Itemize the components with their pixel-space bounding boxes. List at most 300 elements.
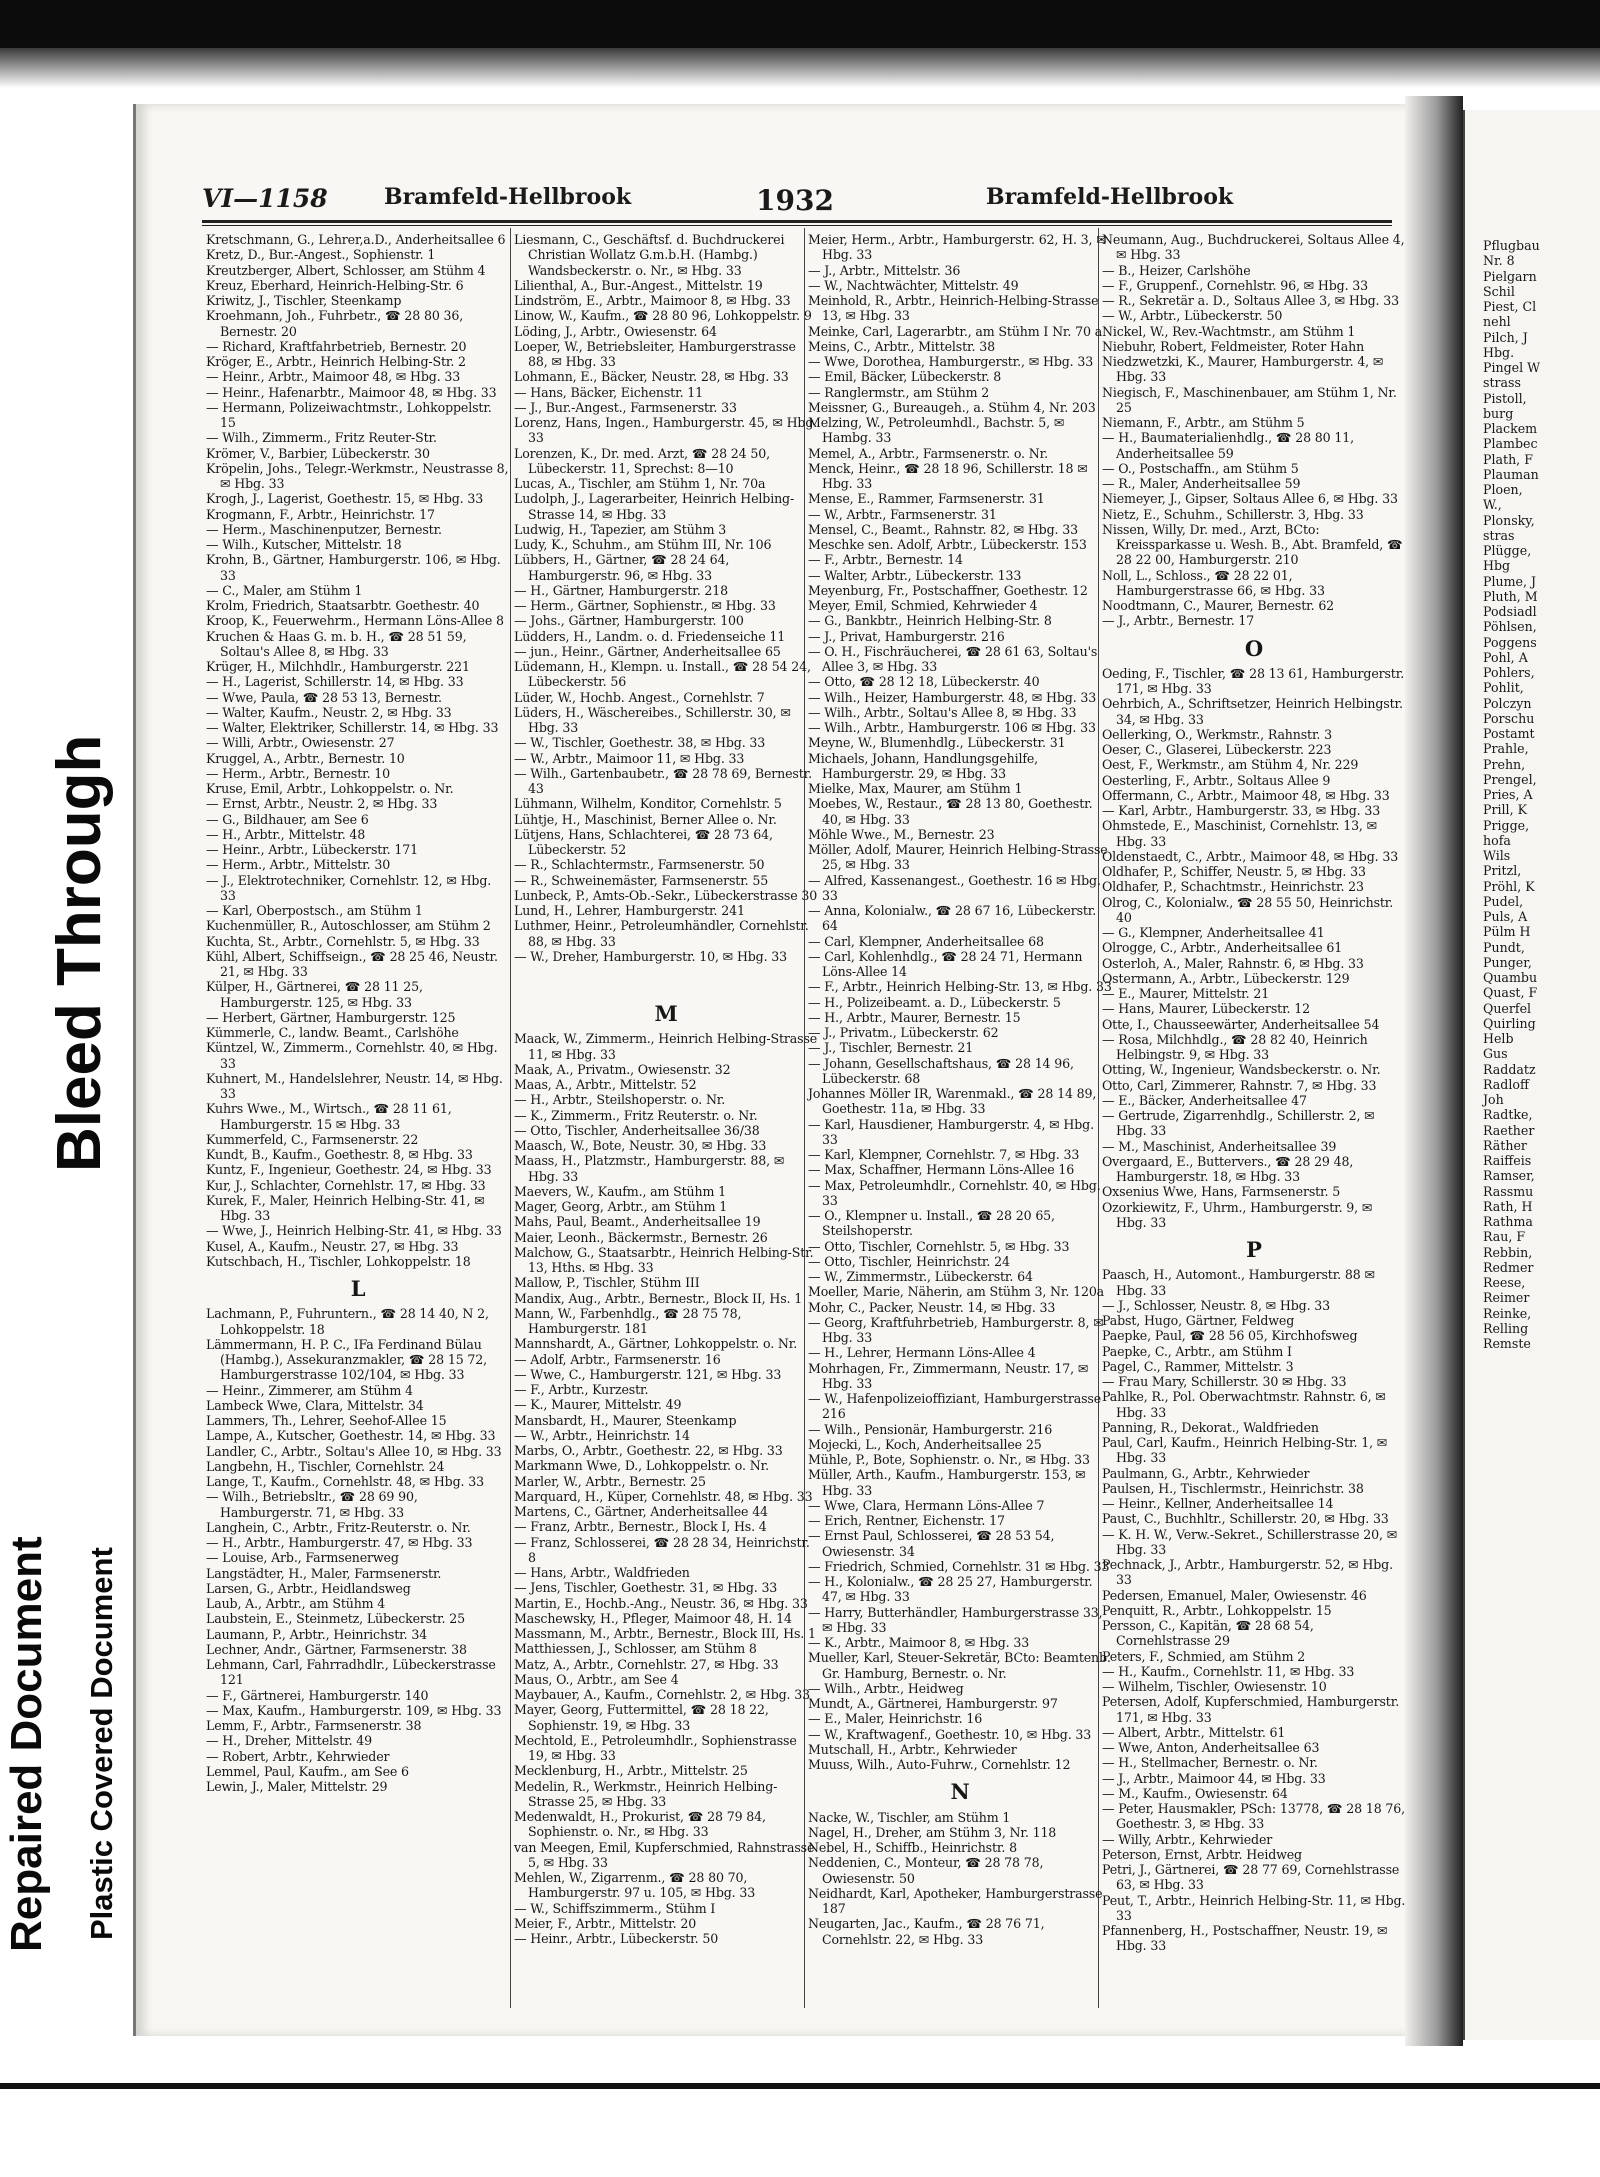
directory-entry: Oeser, C., Glaserei, Lübeckerstr. 223 (1102, 742, 1332, 757)
facing-page-entry: Redmer (1483, 1259, 1534, 1275)
directory-entry: — M., Kaufm., Owiesenstr. 64 (1102, 1785, 1288, 1801)
directory-entry: Otto, Carl, Zimmerer, Rahnstr. 7, ✉ Hbg. 33 (1102, 1077, 1377, 1093)
directory-entry: Peut, T., Arbtr., Heinrich Helbing-Str. 11, ✉ Hbg. 33 (1102, 1892, 1406, 1923)
directory-entry: — Wilh., Arbtr., Soltau's Allee 8, ✉ Hbg. 33 (808, 704, 1077, 720)
directory-entry: — Heinr., Arbtr., Lübeckerstr. 171 (206, 842, 418, 857)
section-letter: M (654, 1001, 678, 1026)
directory-entry: — R., Schweinemäster, Farmsenerstr. 55 (514, 872, 769, 888)
directory-entry: Lemmel, Paul, Kaufm., am See 6 (206, 1763, 409, 1779)
facing-page-entry: Pohlers, (1483, 665, 1535, 680)
directory-entry: Medenwaldt, H., Prokurist, ☎ 28 79 84, Sophienstr. o. Nr., ✉ Hbg. 33 (514, 1809, 766, 1840)
facing-page-entry: Raiffeis (1483, 1153, 1532, 1168)
directory-entry: — Carl, Kohlenhdlg., ☎ 28 24 71, Hermann Löns-Allee 14 (808, 948, 1083, 979)
label-bleed-through: Bleed Through (45, 734, 114, 1172)
facing-page-entry: Rath, H (1483, 1198, 1533, 1214)
directory-entry: Otte, I., Chausseewärter, Anderheitsallee 54 (1102, 1016, 1380, 1032)
directory-entry: — Anna, Kolonialw., ☎ 28 67 16, Lübeckerstr. 64 (808, 903, 1097, 934)
directory-entry: Maus, O., Arbtr., am See 4 (514, 1671, 679, 1687)
directory-entry: Lange, T., Kaufm., Cornehlstr. 48, ✉ Hbg. 33 (206, 1474, 484, 1489)
directory-entry: — Heinr., Hafenarbtr., Maimoor 48, ✉ Hbg. 33 (206, 384, 497, 400)
directory-entry: Loeper, W., Betriebsleiter, Hamburgerstrasse 88, ✉ Hbg. 33 (514, 338, 796, 369)
directory-entry: — Wwe, Anton, Anderheitsallee 63 (1102, 1740, 1320, 1755)
directory-entry: Krogh, J., Lagerist, Goethestr. 15, ✉ Hbg. 33 (206, 491, 484, 507)
directory-entry: Krüger, H., Milchhdlr., Hamburgerstr. 221 (206, 659, 470, 674)
page-year: 1932 (756, 184, 834, 217)
directory-entry: Lübbers, H., Gärtner, ☎ 28 24 64, Hamburgerstr. 96, ✉ Hbg. 33 (514, 552, 730, 583)
directory-entry: Kruse, Emil, Arbtr., Lohkoppelstr. o. Nr. (206, 781, 454, 796)
directory-entry: Mansbardt, H., Maurer, Steenkamp (514, 1412, 737, 1428)
directory-entry: Kusel, A., Kaufm., Neustr. 27, ✉ Hbg. 33 (206, 1238, 459, 1254)
directory-entry: Matz, A., Arbtr., Cornehlstr. 27, ✉ Hbg. 33 (514, 1656, 779, 1672)
facing-page-entry: Reinke, (1483, 1305, 1532, 1321)
directory-entry: — J., Arbtr., Bernestr. 17 (1102, 613, 1255, 629)
directory-entry: — O., Postschaffn., am Stühm 5 (1102, 460, 1299, 476)
directory-entry: — W., Schiffszimmerm., Stühm I (514, 1900, 716, 1916)
directory-entry: Kuchenmüller, R., Autoschlosser, am Stühm 2 (206, 918, 491, 934)
directory-entry: Kummerfeld, C., Farmsenerstr. 22 (206, 1131, 419, 1147)
facing-page-entry: Joh (1483, 1092, 1504, 1107)
directory-entry: Meins, C., Arbtr., Mittelstr. 38 (808, 338, 995, 354)
directory-entry: Mayer, Georg, Futtermittel, ☎ 28 18 22, Sophienstr. 19, ✉ Hbg. 33 (514, 1702, 769, 1733)
directory-entry: Nagel, H., Dreher, am Stühm 3, Nr. 118 (808, 1824, 1057, 1840)
directory-entry: Lechner, Andr., Gärtner, Farmsenerstr. 38 (206, 1641, 467, 1657)
directory-entry: Mohr, C., Packer, Neustr. 14, ✉ Hbg. 33 (808, 1299, 1056, 1315)
directory-entry: Langstädter, H., Maler, Farmsenerstr. (206, 1565, 442, 1581)
directory-entry: — Ernst, Arbtr., Neustr. 2, ✉ Hbg. 33 (206, 796, 438, 812)
directory-entry: — E., Bäcker, Anderheitsallee 47 (1102, 1092, 1307, 1108)
directory-entry: Lüdders, H., Landm. o. d. Friedenseiche 11 (514, 628, 786, 644)
facing-page-entry: Plonsky, (1483, 512, 1535, 528)
column-2 (514, 232, 818, 1946)
directory-entry: — C., Maler, am Stühm 1 (206, 582, 363, 598)
directory-entry: Kuchta, St., Arbtr., Cornehlstr. 5, ✉ Hbg. 33 (206, 933, 480, 949)
directory-entry: Lüdemann, H., Klempn. u. Install., ☎ 28 54 24, Lübeckerstr. 56 (514, 659, 811, 690)
directory-entry: Mueller, Karl, Steuer-Sekretär, BCto: Beamtenb. Gr. Hamburg, Bernestr. o. Nr. (808, 1650, 1111, 1681)
directory-entry: — Rosa, Milchhdlg., ☎ 28 82 40, Heinrich Helbingstr. 9, ✉ Hbg. 33 (1102, 1031, 1368, 1062)
page-number: VI—1158 (202, 184, 328, 213)
directory-entry: — J., Arbtr., Mittelstr. 36 (808, 262, 961, 278)
facing-page-entry: Porschu (1483, 710, 1535, 726)
facing-page-entry: Plauman (1483, 466, 1539, 482)
directory-entry: Peterson, Ernst, Arbtr. Heidweg (1102, 1846, 1302, 1862)
directory-entry: Lüder, W., Hochb. Angest., Cornehlstr. 7 (514, 689, 765, 705)
directory-entry: Menck, Heinr., ☎ 28 18 96, Schillerstr. 18 ✉ Hbg. 33 (808, 460, 1088, 491)
entry-list (206, 1306, 510, 1794)
directory-entry: — H., Kaufm., Cornehlstr. 11, ✉ Hbg. 33 (1102, 1663, 1355, 1679)
facing-page-entry: Piest, Cl (1483, 299, 1537, 314)
facing-page-entry: Pries, A (1483, 787, 1533, 802)
directory-entry: — F., Arbtr., Heinrich Helbing-Str. 13, ✉ Hbg. 33 (808, 979, 1112, 995)
directory-entry: — Walter, Elektriker, Schillerstr. 14, ✉ Hbg. 33 (206, 720, 499, 735)
directory-entry: Osterloh, A., Maler, Rahnstr. 6, ✉ Hbg. 33 (1102, 955, 1364, 971)
entry-list (1102, 666, 1406, 1230)
facing-page-entry: Podsiadl (1483, 604, 1537, 619)
directory-entry: — Willy, Arbtr., Kehrwieder (1102, 1831, 1273, 1847)
directory-entry: Mehlen, W., Zigarrenm., ☎ 28 80 70, Hamburgerstr. 97 u. 105, ✉ Hbg. 33 (514, 1870, 756, 1901)
directory-entry: — Alfred, Kassenangest., Goethestr. 16 ✉ Hbg. 33 (808, 872, 1101, 903)
directory-entry: — Wwe, J., Heinrich Helbing-Str. 41, ✉ Hbg. 33 (206, 1223, 502, 1239)
directory-entry: Larsen, G., Arbtr., Heidlandsweg (206, 1580, 411, 1596)
directory-entry: — Ernst Paul, Schlosserei, ☎ 28 53 54, Owiesenstr. 34 (808, 1528, 1055, 1559)
directory-entry: Kuhrs Wwe., M., Wirtsch., ☎ 28 11 61, Hamburgerstr. 15 ✉ Hbg. 33 (206, 1101, 452, 1132)
directory-entry: — Ranglermstr., am Stühm 2 (808, 384, 990, 400)
directory-entry: — E., Maler, Heinrichstr. 16 (808, 1711, 983, 1727)
directory-entry: — Wwe, Dorothea, Hamburgerstr., ✉ Hbg. 33 (808, 354, 1094, 369)
directory-entry: Kröpelin, Johs., Telegr.-Werkmstr., Neustrasse 8, ✉ Hbg. 33 (206, 460, 509, 491)
directory-entry: Langhein, C., Arbtr., Fritz-Reuterstr. o. Nr. (206, 1519, 471, 1535)
directory-entry: Pahlke, R., Pol. Oberwachtmstr. Rahnstr. 6, ✉ Hbg. 33 (1102, 1389, 1386, 1420)
directory-entry: — Gertrude, Zigarrenhdlg., Schillerstr. 2, ✉ Hbg. 33 (1102, 1108, 1375, 1139)
directory-entry: Olrogge, C., Arbtr., Anderheitsallee 61 (1102, 940, 1343, 956)
facing-page-entry: Plambec (1483, 436, 1538, 452)
facing-page-entry: W., (1483, 497, 1502, 513)
facing-page-entries (1483, 238, 1600, 1351)
directory-entry: Nacke, W., Tischler, am Stühm 1 (808, 1809, 1011, 1825)
directory-entry: — H., Arbtr., Steilshoperstr. o. Nr. (514, 1092, 726, 1108)
facing-page-entry: Prahle, (1483, 741, 1529, 757)
directory-entry: Paust, C., Buchhltr., Schillerstr. 20, ✉ Hbg. 33 (1102, 1511, 1389, 1527)
directory-entry: van Meegen, Emil, Kupferschmied, Rahnstrasse 5, ✉ Hbg. 33 (514, 1839, 815, 1870)
facing-page-entry: Prehn, (1483, 756, 1526, 772)
directory-entry: Maas, A., Arbtr., Mittelstr. 52 (514, 1077, 697, 1092)
directory-entry: Laubstein, E., Steinmetz, Lübeckerstr. 25 (206, 1611, 465, 1627)
directory-entry: — Willi, Arbtr., Owiesenstr. 27 (206, 735, 395, 751)
facing-page-entry: Prigge, (1483, 817, 1530, 833)
directory-entry: Mallow, P., Tischler, Stühm III (514, 1275, 700, 1291)
directory-entry: Krohn, B., Gärtner, Hamburgerstr. 106, ✉ Hbg. 33 (206, 552, 501, 583)
directory-entry: Maybauer, A., Kaufm., Cornehlstr. 2, ✉ Hbg. 33 (514, 1687, 810, 1702)
directory-entry: — H., Lagerist, Schillerstr. 14, ✉ Hbg. 33 (206, 674, 464, 690)
directory-entry: Luthmer, Heinr., Petroleumhändler, Cornehlstr. 88, ✉ Hbg. 33 (514, 918, 809, 949)
directory-entry: Meier, Herm., Arbtr., Hamburgerstr. 62, H. 3, ✉ Hbg. 33 (808, 232, 1107, 263)
directory-entry: Neumann, Aug., Buchdruckerei, Soltaus Allee 4, ✉ Hbg. 33 (1102, 232, 1405, 263)
directory-entry: Oldenstaedt, C., Arbtr., Maimoor 48, ✉ Hbg. 33 (1102, 848, 1399, 864)
directory-entry: — J., Elektrotechniker, Cornehlstr. 12, ✉ Hbg. 33 (206, 872, 492, 903)
directory-entry: Marbs, O., Arbtr., Goethestr. 22, ✉ Hbg. 33 (514, 1443, 783, 1458)
directory-entry: — Otto, ☎ 28 12 18, Lübeckerstr. 40 (808, 674, 1040, 690)
facing-page-entry: Postamt (1483, 726, 1535, 741)
directory-entry: Meyne, W., Blumenhdlg., Lübeckerstr. 31 (808, 735, 1066, 751)
running-title-left: Bramfeld-Hellbrook (384, 184, 632, 210)
directory-entry: Möller, Adolf, Maurer, Heinrich Helbing-Strasse 25, ✉ Hbg. 33 (808, 842, 1108, 873)
directory-entry: Mensel, C., Beamt., Rahnstr. 82, ✉ Hbg. 33 (808, 521, 1078, 537)
entry-list (1102, 1267, 1406, 1953)
directory-entry: — F., Gruppenf., Cornehlstr. 96, ✉ Hbg. 33 (1102, 277, 1369, 293)
directory-entry: — F., Arbtr., Kurzestr. (514, 1382, 649, 1397)
directory-entry: — K., Zimmerm., Fritz Reuterstr. o. Nr. (514, 1107, 758, 1123)
directory-entry: Kur, J., Schlachter, Cornehlstr. 17, ✉ Hbg. 33 (206, 1177, 486, 1193)
directory-entry: — H., Arbtr., Mittelstr. 48 (206, 826, 366, 842)
directory-entry: — G., Bildhauer, am See 6 (206, 811, 369, 827)
directory-entry: Paasch, H., Automont., Hamburgerstr. 88 ✉ Hbg. 33 (1102, 1267, 1375, 1298)
directory-entry: — Herm., Arbtr., Mittelstr. 30 (206, 857, 391, 873)
facing-page-entry: Polczyn (1483, 695, 1532, 711)
book-gutter (1405, 96, 1463, 2046)
directory-entry: Mecklenburg, H., Arbtr., Mittelstr. 25 (514, 1763, 748, 1779)
facing-page-entry: Pudel, (1483, 893, 1524, 909)
directory-entry: Landler, C., Arbtr., Soltau's Allee 10, ✉ Hbg. 33 (206, 1443, 502, 1459)
directory-entry: Langbehn, H., Tischler, Cornehlstr. 24 (206, 1458, 445, 1474)
directory-entry: — J., Privat, Hamburgerstr. 216 (808, 628, 1005, 644)
directory-page (133, 104, 1408, 2036)
directory-entry: Niedzwetzki, K., Maurer, Hamburgerstr. 4, ✉ Hbg. 33 (1102, 354, 1384, 385)
directory-entry: Marler, W., Arbtr., Bernestr. 25 (514, 1473, 706, 1489)
directory-entry: Neugarten, Jac., Kaufm., ☎ 28 76 71, Cornehlstr. 22, ✉ Hbg. 33 (808, 1916, 1045, 1947)
facing-page-entry: Pielgarn (1483, 268, 1537, 284)
directory-entry: — Louise, Arb., Farmsenerweg (206, 1550, 399, 1566)
entry-list (1102, 232, 1406, 629)
directory-entry: — G., Klempner, Anderheitsallee 41 (1102, 925, 1325, 940)
facing-page-entry: Pflugbau (1483, 238, 1540, 253)
directory-entry: — Emil, Bäcker, Lübeckerstr. 8 (808, 369, 1002, 385)
directory-entry: Ozorkiewitz, F., Uhrm., Hamburgerstr. 9, ✉ Hbg. 33 (1102, 1199, 1373, 1230)
facing-page-entry: Plügge, (1483, 543, 1532, 558)
facing-page-entry: Rau, F (1483, 1229, 1526, 1245)
directory-entry: Noll, L., Schloss., ☎ 28 22 01, Hamburgerstrasse 66, ✉ Hbg. 33 (1102, 567, 1325, 598)
directory-entry: Paulsen, H., Tischlermstr., Heinrichstr. 38 (1102, 1480, 1364, 1496)
directory-entry: Ostermann, A., Arbtr., Lübeckerstr. 129 (1102, 970, 1350, 986)
directory-entry: Kretschmann, G., Lehrer,a.D., Anderheitsallee 6 (206, 232, 506, 247)
entry-list (808, 1810, 1112, 1947)
directory-entry: Kümmerle, C., landw. Beamt., Carlshöhe (206, 1025, 459, 1040)
directory-entry: Lehmann, Carl, Fahrradhdlr., Lübeckerstrasse 121 (206, 1657, 496, 1688)
directory-entry: — Heinr., Arbtr., Lübeckerstr. 50 (514, 1931, 719, 1946)
directory-entry: Oldhafer, P., Schachtmstr., Heinrichstr. 23 (1102, 879, 1364, 895)
directory-entry: Maschewsky, H., Pfleger, Maimoor 48, H. 14 (514, 1610, 792, 1626)
directory-entry: Olrog, C., Kolonialw., ☎ 28 55 50, Heinrichstr. 40 (1102, 894, 1394, 925)
directory-entry: Neidhardt, Karl, Apotheker, Hamburgerstrasse 187 (808, 1885, 1103, 1916)
directory-entry: Mundt, A., Gärtnerei, Hamburgerstr. 97 (808, 1696, 1058, 1711)
directory-entry: — G., Bankbtr., Heinrich Helbing-Str. 8 (808, 613, 1052, 629)
facing-page-entry: Plume, J (1483, 573, 1537, 589)
facing-page-entry: Raether (1483, 1122, 1535, 1138)
directory-entry: — Wilh., Pensionär, Hamburgerstr. 216 (808, 1421, 1053, 1437)
facing-page-entry: Punger, (1483, 954, 1532, 970)
facing-page-entry: Hbg. (1483, 344, 1515, 360)
directory-entry: — R., Maler, Anderheitsallee 59 (1102, 476, 1301, 491)
directory-entry: Löding, J., Arbtr., Owiesenstr. 64 (514, 323, 717, 339)
directory-entry: — Johs., Gärtner, Hamburgerstr. 100 (514, 613, 744, 629)
directory-entry: Meyer, Emil, Schmied, Kehrwieder 4 (808, 598, 1038, 613)
directory-entry: Muuss, Wilh., Auto-Fuhrw., Cornehlstr. 12 (808, 1757, 1071, 1772)
directory-entry: Nickel, W., Rev.-Wachtmstr., am Stühm 1 (1102, 323, 1356, 339)
directory-entry: — F., Gärtnerei, Hamburgerstr. 140 (206, 1687, 429, 1703)
directory-entry: — Georg, Kraftfuhrbetrieb, Hamburgerstr. 8, ✉ Hbg. 33 (808, 1314, 1104, 1345)
directory-entry: Pedersen, Emanuel, Maler, Owiesenstr. 46 (1102, 1587, 1367, 1603)
entry-list (206, 232, 510, 1269)
directory-entry: Oest, F., Werkmstr., am Stühm 4, Nr. 229 (1102, 757, 1359, 773)
facing-page-entry: Reese, (1483, 1275, 1526, 1290)
directory-entry: — Harry, Butterhändler, Hamburgerstrasse 33, ✉ Hbg. 33 (808, 1604, 1103, 1635)
directory-entry: — Wilh., Kutscher, Mittelstr. 18 (206, 537, 402, 552)
directory-entry: Küntzel, W., Zimmerm., Cornehlstr. 40, ✉ Hbg. 33 (206, 1040, 498, 1071)
directory-entry: Michaels, Johann, Handlungsgehilfe, Hamburgerstr. 29, ✉ Hbg. 33 (808, 750, 1039, 781)
directory-entry: Kriwitz, J., Tischler, Steenkamp (206, 293, 402, 308)
directory-entry: Kruggel, A., Arbtr., Bernestr. 10 (206, 750, 405, 766)
directory-entry: Kroop, K., Feuerwehrm., Hermann Löns-Allee 8 (206, 613, 504, 629)
facing-page-entry: Rebbin, (1483, 1244, 1533, 1260)
directory-entry: — H., Arbtr., Hamburgerstr. 47, ✉ Hbg. 33 (206, 1535, 473, 1550)
directory-entry: — K., Maurer, Mittelstr. 49 (514, 1397, 682, 1413)
directory-entry: — O., Klempner u. Install., ☎ 28 20 65, Steilshoperstr. (808, 1208, 1055, 1239)
directory-entry: — Karl, Arbtr., Hamburgerstr. 33, ✉ Hbg. 33 (1102, 803, 1381, 818)
directory-entry: Kundt, B., Kaufm., Goethestr. 8, ✉ Hbg. 33 (206, 1147, 473, 1162)
directory-entry: Kröger, E., Arbtr., Heinrich Helbing-Str. 2 (206, 354, 466, 369)
facing-page-entry: Ramser, (1483, 1168, 1535, 1184)
directory-entry: Möhle Wwe., M., Bernestr. 23 (808, 826, 995, 842)
directory-entry: Kreuz, Eberhard, Heinrich-Helbing-Str. 6 (206, 277, 464, 293)
directory-entry: Lindström, E., Arbtr., Maimoor 8, ✉ Hbg. 33 (514, 293, 791, 308)
directory-entry: Mahs, Paul, Beamt., Anderheitsallee 19 (514, 1214, 761, 1230)
directory-entry: Niegisch, F., Maschinenbauer, am Stühm 1, Nr. 25 (1102, 384, 1397, 415)
entry-list (514, 232, 818, 964)
directory-entry: — Albert, Arbtr., Mittelstr. 61 (1102, 1724, 1286, 1740)
directory-entry: — Johann, Gesellschaftshaus, ☎ 28 14 96, Lübeckerstr. 68 (808, 1055, 1074, 1086)
directory-entry: — F., Arbtr., Bernestr. 14 (808, 552, 963, 568)
directory-entry: Nissen, Willy, Dr. med., Arzt, BCto: Kreissparkasse u. Wesh. B., Abt. Bramfeld, ☎ 28 22 00, Hamburgerstr. 210 (1102, 521, 1403, 568)
directory-entry: — Friedrich, Schmied, Cornehlstr. 31 ✉ Hbg. 33 (808, 1558, 1110, 1574)
directory-entry: Oxsenius Wwe, Hans, Farmsenerstr. 5 (1102, 1184, 1341, 1200)
facing-page-entry: Gus (1483, 1046, 1508, 1062)
directory-entry: Nebel, H., Schiffb., Heinrichstr. 8 (808, 1840, 1017, 1855)
directory-entry: Neddenien, C., Monteur, ☎ 28 78 78, Owiesenstr. 50 (808, 1855, 1044, 1886)
directory-entry: — Otto, Tischler, Heinrichstr. 24 (808, 1253, 1010, 1269)
directory-entry: — Heinr., Arbtr., Maimoor 48, ✉ Hbg. 33 (206, 369, 461, 385)
running-title-right: Bramfeld-Hellbrook (986, 184, 1234, 210)
directory-entry: Laub, A., Arbtr., am Stühm 4 (206, 1596, 386, 1611)
directory-entry: — J., Arbtr., Maimoor 44, ✉ Hbg. 33 (1102, 1770, 1326, 1786)
directory-entry: — Wilh., Heizer, Hamburgerstr. 48, ✉ Hbg. 33 (808, 689, 1097, 705)
directory-entry: — Otto, Tischler, Cornehlstr. 5, ✉ Hbg. 33 (808, 1238, 1070, 1254)
directory-entry: — Wilh., Arbtr., Hamburgerstr. 106 ✉ Hbg. 33 (808, 720, 1096, 735)
directory-entry: Kroehmann, Joh., Fuhrbetr., ☎ 28 80 36, Bernestr. 20 (206, 308, 464, 339)
directory-entry: Lund, H., Lehrer, Hamburgerstr. 241 (514, 903, 745, 918)
directory-entry: Laumann, P., Arbtr., Heinrichstr. 34 (206, 1626, 428, 1642)
directory-entry: Meier, F., Arbtr., Mittelstr. 20 (514, 1915, 697, 1931)
directory-entry: Liesmann, C., Geschäftsf. d. Buchdruckerei Christian Wollatz G.m.b.H. (Hambg.) Wandsbeckerstr. o. Nr., ✉ Hbg. 33 (514, 232, 785, 278)
directory-entry: Pabst, Hugo, Gärtner, Feldweg (1102, 1313, 1295, 1328)
facing-page-entry: Pöhlsen, (1483, 619, 1537, 635)
directory-entry: Lemm, F., Arbtr., Farmsenerstr. 38 (206, 1718, 422, 1733)
facing-page-entry: Puls, A (1483, 909, 1528, 924)
directory-entry: Lämmermann, H. P. C., IFa Ferdinand Bülau (Hambg.), Assekuranzmakler, ☎ 28 15 72, Hamburgerstrasse 102/104, ✉ Hbg. 33 (206, 1336, 488, 1383)
directory-entry: Mühle, P., Bote, Sophienstr. o. Nr., ✉ Hbg. 33 (808, 1452, 1090, 1467)
facing-page-entry: Nr. 8 (1483, 253, 1515, 269)
directory-entry: Oldhafer, P., Schiffer, Neustr. 5, ✉ Hbg. 33 (1102, 864, 1366, 879)
directory-entry: — Wwe, C., Hamburgerstr. 121, ✉ Hbg. 33 (514, 1366, 782, 1382)
facing-page-entry: Querfel (1483, 1000, 1532, 1016)
directory-entry: Meinke, Carl, Lagerarbtr., am Stühm I Nr. 70 a (808, 323, 1103, 339)
directory-entry: Lilienthal, A., Bur.-Angest., Mittelstr. 19 (514, 277, 763, 293)
facing-page-entry: Plath, F (1483, 451, 1533, 467)
directory-entry: Lampe, A., Kutscher, Goethestr. 14, ✉ Hbg. 33 (206, 1428, 496, 1444)
directory-entry: Otting, W., Ingenieur, Wandsbeckerstr. o. Nr. (1102, 1062, 1381, 1078)
facing-page-entry: Raddatz (1483, 1061, 1536, 1077)
section-letter: L (350, 1276, 366, 1301)
directory-entry: Pechnack, J., Arbtr., Hamburgerstr. 52, ✉ Hbg. 33 (1102, 1557, 1393, 1588)
directory-entry: Markmann Wwe, D., Lohkoppelstr. o. Nr. (514, 1458, 769, 1474)
directory-entry: Penquitt, R., Arbtr., Lohkoppelstr. 15 (1102, 1602, 1332, 1618)
directory-entry: Moebes, W., Restaur., ☎ 28 13 80, Goethestr. 40, ✉ Hbg. 33 (808, 796, 1093, 827)
directory-entry: Overgaard, E., Buttervers., ☎ 28 29 48, Hamburgerstr. 18, ✉ Hbg. 33 (1102, 1153, 1354, 1184)
directory-entry: — K., Arbtr., Maimoor 8, ✉ Hbg. 33 (808, 1635, 1030, 1650)
directory-entry: — Wwe, Paula, ☎ 28 53 13, Bernestr. (206, 689, 442, 705)
directory-entry: — W., Tischler, Goethestr. 38, ✉ Hbg. 33 (514, 735, 766, 751)
directory-entry: — J., Tischler, Bernestr. 21 (808, 1040, 974, 1056)
facing-page-entry: nehl (1483, 314, 1511, 330)
directory-entry: — Adolf, Arbtr., Farmsenerstr. 16 (514, 1351, 721, 1367)
directory-entry: Petri, J., Gärtnerei, ☎ 28 77 69, Cornehlstrasse 63, ✉ Hbg. 33 (1102, 1862, 1400, 1893)
scanner-frame-top (0, 0, 1600, 48)
directory-entry: — Heinr., Zimmerer, am Stühm 4 (206, 1382, 413, 1398)
directory-entry: Mager, Georg, Arbtr., am Stühm 1 (514, 1199, 728, 1214)
facing-page-entry: Pohlit, (1483, 680, 1524, 696)
directory-entry: Massmann, M., Arbtr., Bernestr., Block III, Hs. 1 (514, 1626, 816, 1641)
directory-entry: Mechtold, E., Petroleumhdlr., Sophienstrasse 19, ✉ Hbg. 33 (514, 1732, 797, 1763)
directory-entry: — M., Maschinist, Anderheitsallee 39 (1102, 1138, 1337, 1154)
directory-entry: Lucas, A., Tischler, am Stühm 1, Nr. 70a (514, 476, 766, 491)
directory-entry: Mielke, Max, Maurer, am Stühm 1 (808, 781, 1023, 796)
directory-entry: — W., Kraftwagenf., Goethestr. 10, ✉ Hbg. 33 (808, 1726, 1092, 1742)
directory-entry: — Max, Petroleumhdlr., Cornehlstr. 40, ✉ Hbg. 33 (808, 1177, 1101, 1208)
directory-entry: Maass, H., Platzmstr., Hamburgerstr. 88, ✉ Hbg. 33 (514, 1153, 785, 1184)
directory-entry: — Otto, Tischler, Anderheitsallee 36/38 (514, 1122, 760, 1138)
directory-entry: Kuhnert, M., Handelslehrer, Neustr. 14, ✉ Hbg. 33 (206, 1070, 503, 1101)
directory-entry: Lunbeck, P., Amts-Ob.-Sekr., Lübeckerstrasse 30 (514, 887, 818, 903)
directory-entry: Kretz, D., Bur.-Angest., Sophienstr. 1 (206, 247, 436, 263)
directory-entry: — R., Schlachtermstr., Farmsenerstr. 50 (514, 857, 765, 873)
directory-entry: Medelin, R., Werkmstr., Heinrich Helbing-Strasse 25, ✉ Hbg. 33 (514, 1778, 778, 1809)
directory-entry: Mense, E., Rammer, Farmsenerstr. 31 (808, 491, 1045, 507)
directory-entry: Marquard, H., Küper, Cornehlstr. 48, ✉ Hbg. 33 (514, 1488, 813, 1504)
directory-entry: Lewin, J., Maler, Mittelstr. 29 (206, 1779, 388, 1794)
directory-entry: — Jens, Tischler, Goethestr. 31, ✉ Hbg. 33 (514, 1580, 778, 1596)
directory-entry: Peters, F., Schmied, am Stühm 2 (1102, 1648, 1306, 1664)
directory-entry: Meyenburg, Fr., Postschaffner, Goethestr. 12 (808, 582, 1088, 598)
facing-page-fragment (1463, 110, 1600, 2040)
directory-entry: — W., Arbtr., Maimoor 11, ✉ Hbg. 33 (514, 750, 745, 766)
directory-entry: — Heinr., Kellner, Anderheitsallee 14 (1102, 1496, 1334, 1511)
directory-entry: — H., Dreher, Mittelstr. 49 (206, 1733, 373, 1749)
directory-entry: — J., Schlosser, Neustr. 8, ✉ Hbg. 33 (1102, 1297, 1331, 1313)
directory-entry: — W., Hafenpolizeioffiziant, Hamburgerstrasse 216 (808, 1391, 1102, 1422)
facing-page-entry: Pröhl, K (1483, 878, 1535, 894)
directory-entry: Mutschall, H., Arbtr., Kehrwieder (808, 1741, 1017, 1757)
directory-entry: — H., Gärtner, Hamburgerstr. 218 (514, 582, 729, 598)
directory-entry: — Herbert, Gärtner, Hamburgerstr. 125 (206, 1009, 456, 1025)
directory-entry: Niemeyer, J., Gipser, Soltaus Allee 6, ✉ Hbg. 33 (1102, 491, 1398, 507)
directory-entry: — Wwe, Clara, Hermann Löns-Allee 7 (808, 1497, 1045, 1513)
directory-entry: Krömer, V., Barbier, Lübeckerstr. 30 (206, 445, 430, 461)
directory-entry: Krolm, Friedrich, Staatsarbtr. Goethestr. 40 (206, 598, 480, 613)
directory-entry: — Wilhelm, Tischler, Owiesenstr. 10 (1102, 1679, 1327, 1694)
directory-entry: Lambeck Wwe, Clara, Mittelstr. 34 (206, 1397, 424, 1413)
directory-entry: Mohrhagen, Fr., Zimmermann, Neustr. 17, ✉ Hbg. 33 (808, 1360, 1089, 1391)
directory-entry: Pfannenberg, H., Postschaffner, Neustr. 19, ✉ Hbg. 33 (1102, 1923, 1388, 1954)
facing-page-entry: Helb (1483, 1031, 1514, 1046)
facing-page-entry: Pohl, A (1483, 649, 1528, 665)
scan-margin (0, 2089, 1600, 2177)
directory-entry: — E., Maurer, Mittelstr. 21 (1102, 986, 1270, 1001)
directory-entry: Ludwig, H., Tapezier, am Stühm 3 (514, 521, 727, 537)
facing-page-entry: Rathma (1483, 1214, 1533, 1229)
facing-page-entry: Schil (1483, 283, 1515, 299)
directory-entry: Martens, C., Gärtner, Anderheitsallee 44 (514, 1504, 768, 1519)
facing-page-entry: Radloff (1483, 1076, 1529, 1092)
section-letter: O (1244, 635, 1264, 661)
directory-entry: Lorenzen, K., Dr. med. Arzt, ☎ 28 24 50, Lübeckerstr. 11, Sprechst: 8—10 (514, 445, 770, 476)
facing-page-entry: Pilch, J (1483, 329, 1528, 345)
